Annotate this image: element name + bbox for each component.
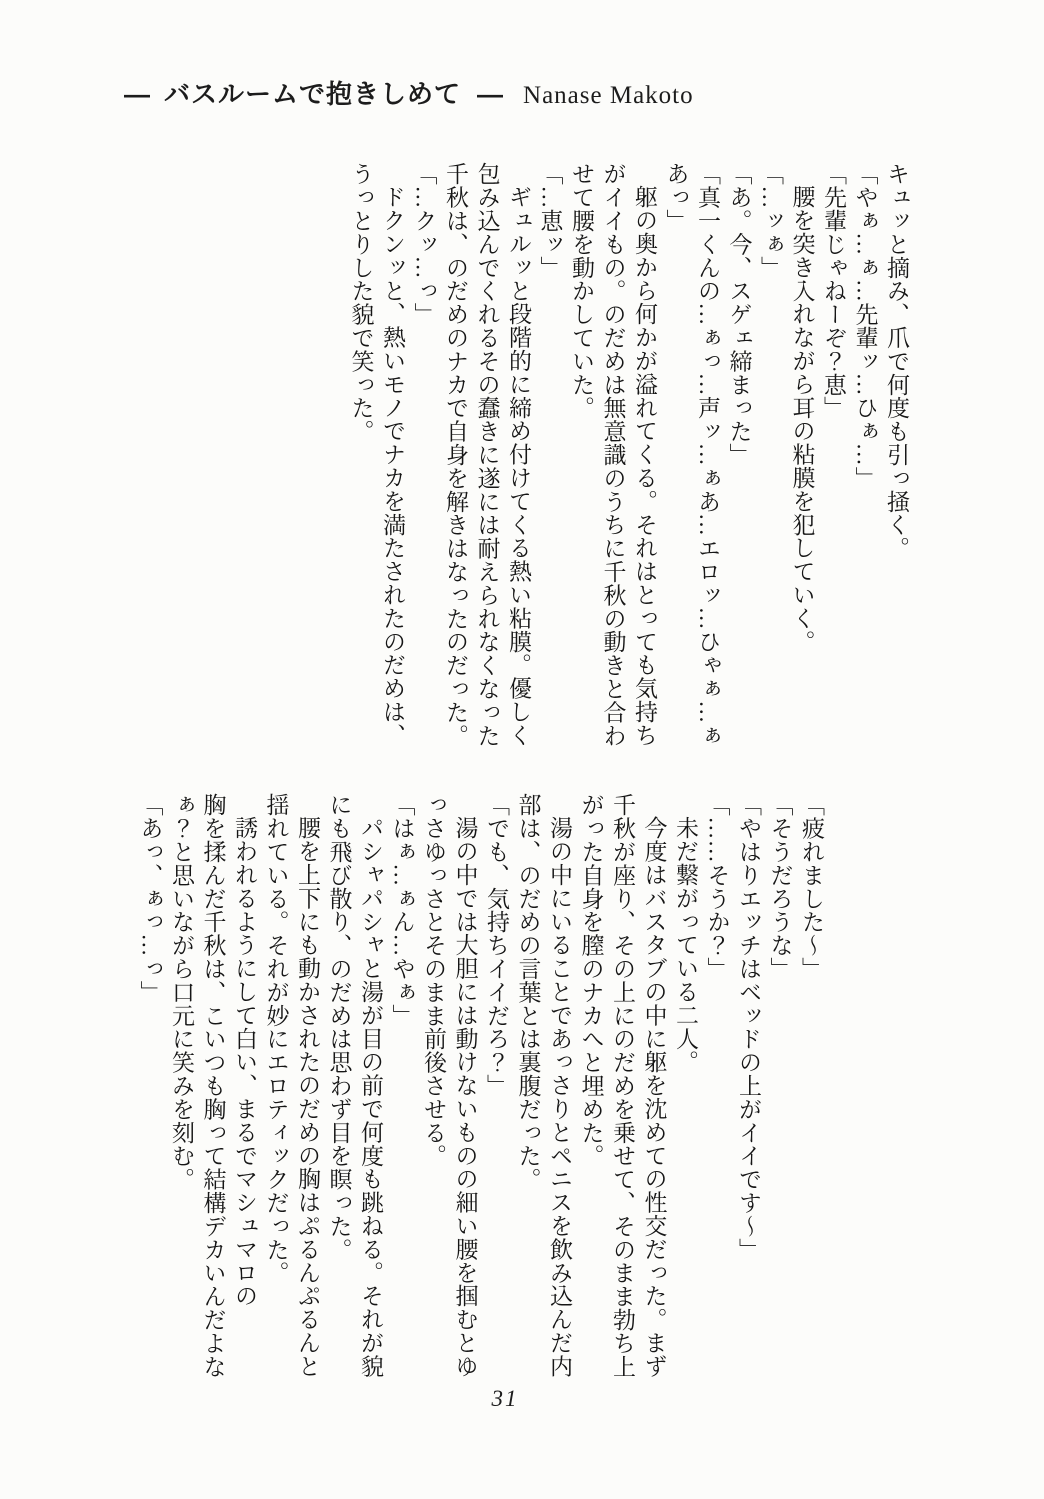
text-line: 「…ッぁ」 xyxy=(758,162,783,279)
text-line: がイイもの。のだめは無意識のうちに千秋の動きと合わ xyxy=(600,162,626,747)
text-line: ギュルッと段階的に締め付けてくる熱い粘膜。優しく xyxy=(506,185,531,747)
text-line: 「そうだろうな」 xyxy=(767,793,793,981)
text-line: 「やはりエッチはベッドの上がイイです〜」 xyxy=(736,793,761,1261)
text-line: にも飛び散り、のだめは思わず目を瞑った。 xyxy=(326,793,352,1261)
text-line: 包み込んでくれるその蠢きに遂には耐えられなくなった xyxy=(474,162,500,747)
text-line: 「先輩じゃねーぞ？恵」 xyxy=(821,162,846,420)
text-line: せて腰を動かしていた。 xyxy=(569,162,594,420)
text-line: 湯の中では大胆には動けないものの細い腰を掴むとゆ xyxy=(452,816,478,1378)
text-line: 未だ繋がっている二人。 xyxy=(673,816,698,1074)
text-line: 「でも、気持ちイイだろ？」 xyxy=(484,793,509,1098)
text-line: 「あ。今、スゲェ締まった」 xyxy=(726,162,752,467)
text-line: 「真一くんの…ぁっ…声ッ…ぁあ…エロッ…ひゃぁ…ぁ xyxy=(695,162,720,747)
text-line: 千秋は、のだめのナカで自身を解きはなったのだった。 xyxy=(443,162,468,747)
text-line: ぁ？と思いながら口元に笑みを刻む。 xyxy=(169,793,194,1191)
text-line: 「…恵ッ」 xyxy=(537,162,563,279)
text-line: キュッと摘み、爪で何度も引っ掻く。 xyxy=(884,162,909,560)
text-line: 今度はバスタブの中に躯を沈めての性交だった。まず xyxy=(641,816,667,1378)
text-line: 「やぁ…ぁ…先輩ッ…ひぁ…」 xyxy=(852,162,878,490)
text-line: 「……そうか？」 xyxy=(704,793,730,981)
text-line: 腰を突き入れながら耳の粘膜を犯していく。 xyxy=(789,185,815,653)
header-dash-right: ― xyxy=(477,79,502,109)
text-line: っさゆっさとそのまま前後させる。 xyxy=(421,793,446,1168)
text-block-bottom xyxy=(134,793,827,1389)
text-line: あっ」 xyxy=(663,162,689,233)
text-line: 「…クッ…っ」 xyxy=(411,162,437,326)
text-line: 千秋が座り、その上にのだめを乗せて、そのまま勃ち上 xyxy=(610,793,635,1378)
text-line: 揺れている。それが妙にエロティックだった。 xyxy=(263,793,289,1285)
text-block-top xyxy=(345,162,912,748)
author-name: Nanase Makoto xyxy=(523,82,694,109)
text-line: 躯の奥から何かが溢れてくる。それはとっても気持ち xyxy=(632,185,657,747)
page-number: 31 xyxy=(491,1386,519,1411)
text-line: 誘われるようにして白い、まるでマシュマロの xyxy=(232,816,257,1308)
text-line: がった自身を膣のナカへと埋めた。 xyxy=(578,793,604,1168)
text-line: パシャパシャと湯が目の前で何度も跳ねる。それが貌 xyxy=(358,816,383,1378)
text-line: 部は、のだめの言葉とは裏腹だった。 xyxy=(515,793,541,1191)
page-header xyxy=(124,74,694,111)
text-line: 腰を上下にも動かされたのだめの胸はぷるんぷるんと xyxy=(295,816,320,1378)
text-line: うっとりした貌で笑った。 xyxy=(348,162,374,443)
text-line: 胸を揉んだ千秋は、こいつも胸って結構デカいんだよな xyxy=(200,793,226,1378)
text-line: 「はぁ…ぁん…やぁ」 xyxy=(389,793,415,1027)
text-line: ドクンッと、熱いモノでナカを満たされたのだめは、 xyxy=(380,185,405,747)
text-line: 「疲れました〜」 xyxy=(799,793,824,981)
text-line: 湯の中にいることであっさりとペニスを飲み込んだ内 xyxy=(547,816,572,1378)
text-line: 「あっ、ぁっ…っ」 xyxy=(137,793,163,1004)
header-dash-left: ― xyxy=(124,79,148,109)
page-title: バスルームで抱きしめて xyxy=(164,79,462,109)
